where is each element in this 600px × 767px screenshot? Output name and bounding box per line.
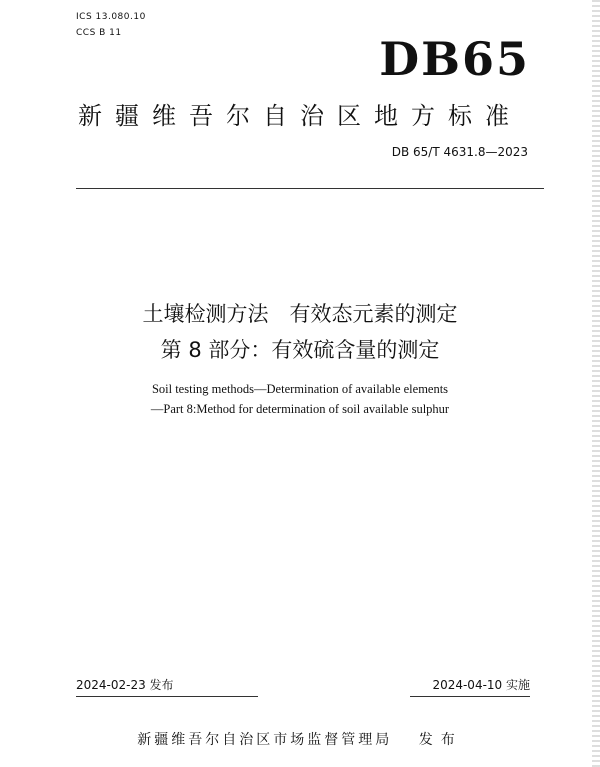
issuer-name: 新疆维吾尔自治区市场监督管理局	[137, 732, 393, 748]
scan-edge	[592, 0, 600, 767]
ics-code: ICS 13.080.10	[76, 12, 146, 22]
ccs-code: CCS B 11	[76, 28, 122, 38]
db-logo: DB65	[379, 32, 530, 86]
chinese-title-line-1: 土壤检测方法 有效态元素的测定	[142, 302, 458, 326]
chinese-title-line-2: 第 8 部分：有效硫含量的测定	[160, 338, 440, 362]
standard-number: DB 65/T 4631.8—2023	[391, 145, 528, 159]
header-divider	[76, 188, 544, 189]
implementation-date: 2024-04-10 实施	[410, 676, 530, 697]
issuing-authority	[0, 729, 600, 749]
issuer-suffix: 发布	[418, 732, 463, 748]
issue-date: 2024-02-23 发布	[76, 676, 258, 697]
standard-type: 新疆维吾尔自治区地方标准	[78, 102, 522, 130]
english-title-line-2: —Part 8:Method for determination of soil available sulphur	[150, 402, 450, 416]
english-title-line-1: Soil testing methods—Determination of available elements	[151, 382, 449, 396]
